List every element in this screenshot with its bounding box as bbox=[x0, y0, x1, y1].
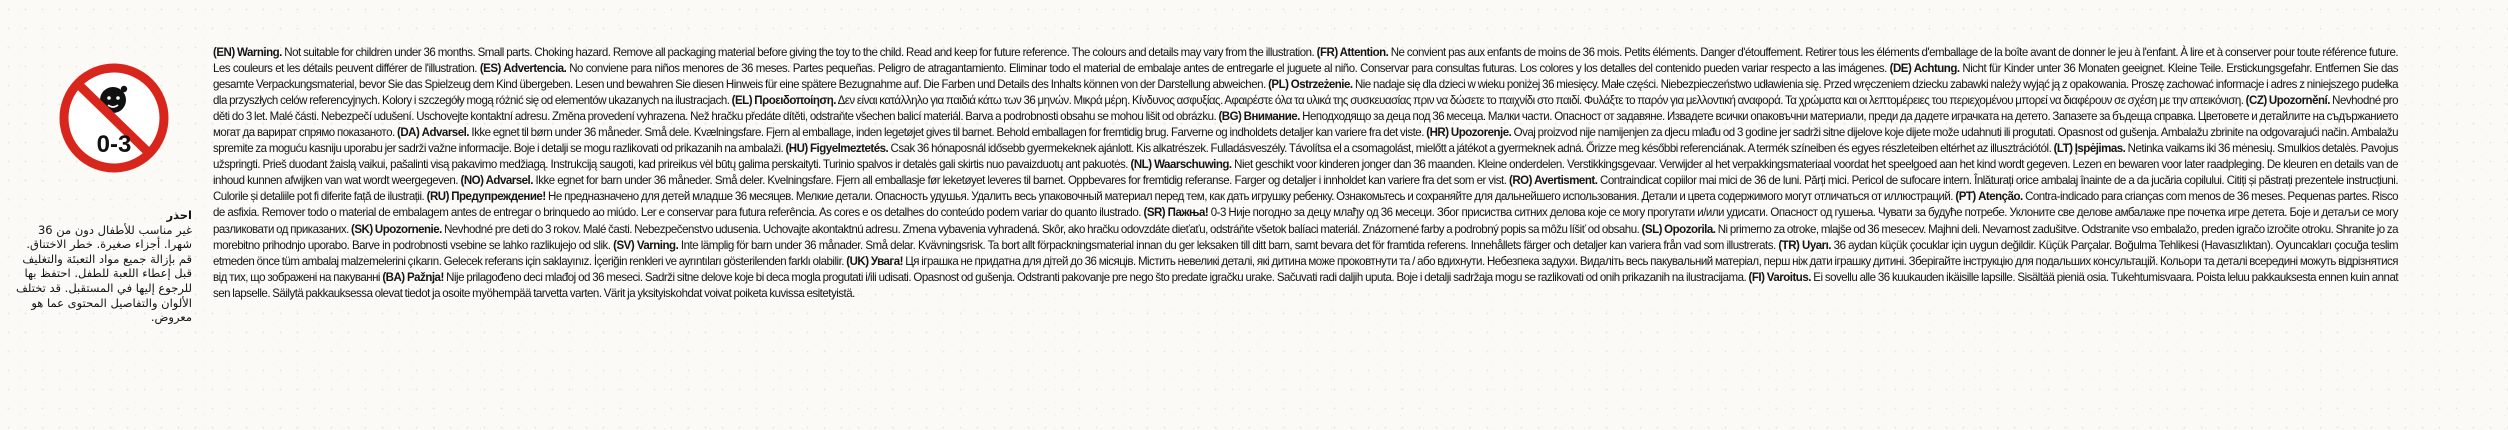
warning-language-code: (FR) Attention. bbox=[1316, 45, 1389, 59]
warning-language-code: (DE) Achtung. bbox=[1889, 61, 1960, 76]
warning-text: Nije prilagođeno deci mlađoj od 36 meseci. Sadrži sitne delove koje bi deca mogla progutati i/ili udisati. Opasnost od gušenja. Odstranti pakovanje pre nego što predate igračku urake. Sačuvati radi daljih uputa. Boje i detalji sadržaja mogu se razlikovati od onih prikazanih na ilustracijama. bbox=[446, 269, 1747, 284]
warning-text: Nicht für Kinder unter 36 Monaten geeignet. Kleine Teile. Erstickungsgefahr. Entfernen Sie das gesamte Verpackungsmaterial, bevor Sie das Spielzeug dem Kind übergeben. Lesen und bewahren Sie diesen Hinweis für eine spätere Bezugnahme auf. Die Farben und Details des Inhalts können von der Darstellung abweichen. bbox=[213, 61, 2399, 92]
warning-language-code: (BG) Внимание. bbox=[1218, 109, 1300, 124]
warning-language-code: (CZ) Upozornění. bbox=[2245, 93, 2330, 108]
no-under-3-icon bbox=[58, 62, 170, 174]
warning-language-code: (FI) Varoitus. bbox=[1748, 269, 1811, 284]
warning-text: Csak 36 hónaposnál idősebb gyermekeknek ajánlott. Kis alkatrészek. Fulladásveszély. Távolítsa el a csomagolást, mielőtt a játékot a gyermeknek adná. Őrizze meg későbbi referenciának. A termék színeiben és egyes részleteiben eltérhet az illusztrációtól. bbox=[890, 141, 2052, 156]
warning-text: 0-3 Није погодно за децу млађу од 36 месеци. Због присиства ситних делова које се могу прогутати и/или удисати. Опасност од гушења. Чувати за будуће потребе. Уклоните све делове амбалаже пре почетка игре детета. Боје и детаљи се могу разликовати од приказаних. bbox=[213, 205, 2399, 236]
warning-language-code: (RU) Предупреждение! bbox=[426, 189, 546, 204]
warning-language-code: (SR) Пажња! bbox=[1143, 205, 1209, 220]
warning-text: Ei sovellu alle 36 kuukauden ikäisille lapsille. Sisältää pieniä osia. Tukehtumisvaara. Poista leluu pakkauksesta ennen kuin annat sen lapselle. Säilytä pakkauksessa olevat tiedot ja osoite myöhempää tarvetta varten. Värit ja yksityiskohdat voivat poiketa kuvissa esitetyistä. bbox=[213, 269, 2399, 300]
warning-language-code: (NO) Advarsel. bbox=[460, 173, 533, 188]
warning-language-code: (SV) Varning. bbox=[613, 237, 679, 252]
warning-text: Ця іграшка не придатна для дітей до 36 місяців. Містить невеликі деталі, які дитина може проковтнути та / або вдихнути. Небезпека задухи. Видаліть весь пакувальний матеріал, перш ніж дати іграшку дитині. Зберігайте інструкцію для подальших консультацій. Кольори та деталі всередині можуть відрізнятися від тих, що зображені на пакуванні bbox=[213, 253, 2399, 284]
warning-language-code: (RO) Avertisment. bbox=[1508, 173, 1598, 188]
age-label: 0-3 bbox=[96, 131, 132, 158]
warning-text: Ovaj proizvod nije namijenjen za djecu mlađu od 3 godine jer sadrži sitne dijelove koje dijete može udahnuti ili progutati. Opasnost od gušenja. Ambalažu zbrinite na odgovarajući način. Ambalažu spremite za moguću kasniju uporabu jer sadrži važne informacije. Boje i detalji se mogu razlikovati od prikazanih na ambalaži. bbox=[213, 125, 2399, 156]
warning-language-code: (NL) Waarschuwing. bbox=[1130, 157, 1232, 172]
warning-language-code: (EN) Warning. bbox=[213, 45, 282, 59]
warning-language-code: (PT) Atenção. bbox=[1955, 189, 2023, 204]
warning-text: Nevhodné pro děti do 3 let. Malé části. Nebezpečí udušení. Uschovejte kontaktní adresu. Změna provedení vyhrazena. Než hračku předáte dítěti, odstraňte všechen balicí materiál. Barva a podrobnosti obsahu se mohou lišit od obrázku. bbox=[213, 93, 2399, 124]
warning-text: Not suitable for children under 36 months. Small parts. Choking hazard. Remove all packaging material before giving the toy to the child. Read and keep for future reference. The colours and details may vary from the illustration. bbox=[284, 45, 1315, 59]
warning-language-code: (HR) Upozorenje. bbox=[1426, 125, 1512, 140]
warning-language-code: (SL) Opozorila. bbox=[1641, 221, 1716, 236]
warning-language-code: (PL) Ostrzeżenie. bbox=[1268, 77, 1353, 92]
warning-text: No conviene para niños menores de 36 meses. Partes pequeñas. Peligro de atragantamiento. Eliminar todo el material de embalaje antes de entregarle el juguete al niño. Conservar para consultas futuras. Los colores y los detalles del contenido pueden variar respecto a las imágenes. bbox=[569, 61, 1887, 76]
warning-text: Nevhodné pre deti do 3 rokov. Malé časti. Nebezpečenstvo udusenia. Uchovajte akontaktnú adresu. Zmena vybavenia vyhradená. Skôr, ako hračku odovzdáte dieťaťu, odstráňte všetok balíaci materiál. Znázornené farby a podrobný popis sa môžu líšiť od obsahu. bbox=[444, 221, 1640, 236]
warning-language-code: (BA) Pažnja! bbox=[382, 269, 444, 284]
warning-language-code: (LT) Įspėjimas. bbox=[2053, 141, 2126, 156]
warning-text: 36 aydan küçük çocuklar için uygun değildir. Küçük Parçalar. Boğulma Tehlikesi (Havasızlıktan). Oyuncakları çocuğa teslim etmeden önce tüm ambalaj malzemelerini çıkarın. Gelecek referans için saklayınız. İçeriğin renkleri ve ayrıntıları gösterilenden farklı olabilir. bbox=[213, 237, 2399, 268]
warning-text: Netinka vaikams iki 36 mėnesių. Smulkios detalės. Pavojus užspringti. Prieš duodant žaislą vaikui, pašalinti visą pakavimo medžiagą. Instrukciją saugoti, kad prireikus vėl būtų galima perskaityti. Turinio spalvos ir detalės gali skirtis nuo pavaizduotų ant pakuotės. bbox=[213, 141, 2399, 172]
warning-text: Ni primerno za otroke, mlajše od 36 mesecev. Majhni deli. Nevarnost zadušitve. Odstranite vso embalažo, preden igračo izročite otroku. Shranite jo za morebitno prihodnjo uporabo. Barve in podrobnosti vsebine se lahko razlikujejo od slik. bbox=[213, 221, 2399, 252]
arabic-warning-heading: احذر bbox=[166, 208, 192, 222]
warning-language-code: (ES) Advertencia. bbox=[479, 61, 567, 76]
warning-text: Ikke egnet til børn under 36 måneder. Små dele. Kvælningsfare. Fjern al emballage, inden legetøjet gives til barnet. Behold emballagen for fremtidig brug. Farverne og indholdets detaljer kan variere fra det viste. bbox=[471, 125, 1424, 140]
warning-text: Niet geschikt voor kinderen jonger dan 36 maanden. Kleine onderdelen. Verstikkingsgevaar. Verwijder al het verpakkingsmateriaal voordat het speelgoed aan het kind wordt gegeven. Lezen en bewaren voor later raadpleging. De kleuren en details van de inhoud kunnen afwijken van wat wordt weergegeven. bbox=[213, 157, 2399, 188]
warning-text: Nie nadaje się dla dzieci w wieku poniżej 36 miesięcy. Małe części. Niebezpieczeństwo udławienia się. Przed wręczeniem dziecku zabawki należy wyjąć ją z opakowania. Proszę zachować informacje i adres z niniejszego pudełka dla przyszłych celów referencyjnych. Kolory i szczegóły mogą różnić się od elementów ukazanych na ilustracjach. bbox=[213, 77, 2399, 108]
arabic-warning bbox=[12, 208, 192, 325]
warning-text: Не предназначено для детей младше 36 месяцев. Мелкие детали. Опасность удушья. Удалить весь упаковочный материал перед тем, как дать игрушку ребенку. Ознакомьтесь и сохраняйте для дальнейшего использования. Детали и цвета содержимого могут отличаться от иллюстраций. bbox=[548, 189, 1954, 204]
multilingual-warning-text bbox=[213, 44, 2398, 301]
warning-text: Δεν είναι κατάλληλο για παιδιά κάτω των 36 μηνών. Μικρά μέρη. Κίνδυνος ασφυξίας. Αφαιρέστε όλα τα υλικά της συσκευασίας πριν να δώσετε το παιχνίδι στο παιδί. Φυλάξτε το παρόν για μελλοντική αναφορά. Τα χρώματα και οι λεπτομέρειες του περιεχομένου μπορεί να διαφέρουν σε σχέση με την απεικόνιση. bbox=[837, 93, 2244, 108]
warning-text: Неподходящо за деца под 36 месеца. Малки части. Опасност от задавяне. Извадете всички опаковъчни материали, преди да дадете играчката на детето. Запазете за бъдеща справка. Цветовете и детайлите на съдържанието могат да варират спрямо показаното. bbox=[213, 109, 2399, 140]
arabic-warning-text: غير مناسب للأطفال دون من 36 شهرا. أجزاء صغيرة. خطر الاختناق. قم بإزالة جميع مواد التعبئة والتغليف قبل إعطاء اللعبة للطفل. احتفظ بها للرجوع إليها في المستقبل. قد تختلف الألوان والتفاصيل المحتوى عما هو معروض. bbox=[16, 222, 192, 325]
warning-language-code: (TR) Uyarı. bbox=[1778, 237, 1832, 252]
warning-text: Contraindicat copiilor mai mici de 36 de luni. Părți mici. Pericol de sufocare intern. Înlăturați orice ambalaj înainte de a da jucăria copilului. Citiți și păstrați prezentele instrucțiuni. Culorile și detaliile pot fi diferite față de ilustrații. bbox=[213, 173, 2399, 204]
warning-text: Ne convient pas aux enfants de moins de 36 mois. Petits éléments. Danger d'étouffement. Retirer tous les éléments d'emballage de la boîte avant de donner le jeu à l'enfant. À lire et à conserver pour toute référence future. Les couleurs et les détails peuvent différer de l'illustration. bbox=[213, 45, 2399, 76]
warning-language-code: (DA) Advarsel. bbox=[397, 125, 470, 140]
warning-language-code: (EL) Προειδοποίηση. bbox=[731, 93, 836, 108]
warning-text: Inte lämplig för barn under 36 månader. Små delar. Kvävningsrisk. Ta bort allt förpackningsmaterial innan du ger leksaken till ditt barn, samt bevara det för framtida referens. Innehållets färger och detaljer kan variera från vad som illustrerats. bbox=[680, 237, 1776, 252]
warning-language-code: (UK) Увага! bbox=[846, 253, 903, 268]
warning-text: Contra-indicado para crianças com menos de 36 meses. Pequenas partes. Risco de asfixia. Remover todo o material de embalagem antes de entregar o brinquedo ao miúdo. Ler e conservar para futura referência. As cores e os detalhes do conteúdo podem variar do quanto ilustrado. bbox=[213, 189, 2399, 220]
warning-text: Ikke egnet for barn under 36 måneder. Små deler. Kvelningsfare. Fjern all emballasje før leketøyet leveres til barnet. Oppbevares for fremtidig referanse. Farger og detaljer i innholdet kan variere fra det som er vist. bbox=[535, 173, 1507, 188]
warning-language-code: (SK) Upozornenie. bbox=[351, 221, 442, 236]
warning-language-code: (HU) Figyelmeztetés. bbox=[785, 141, 889, 156]
